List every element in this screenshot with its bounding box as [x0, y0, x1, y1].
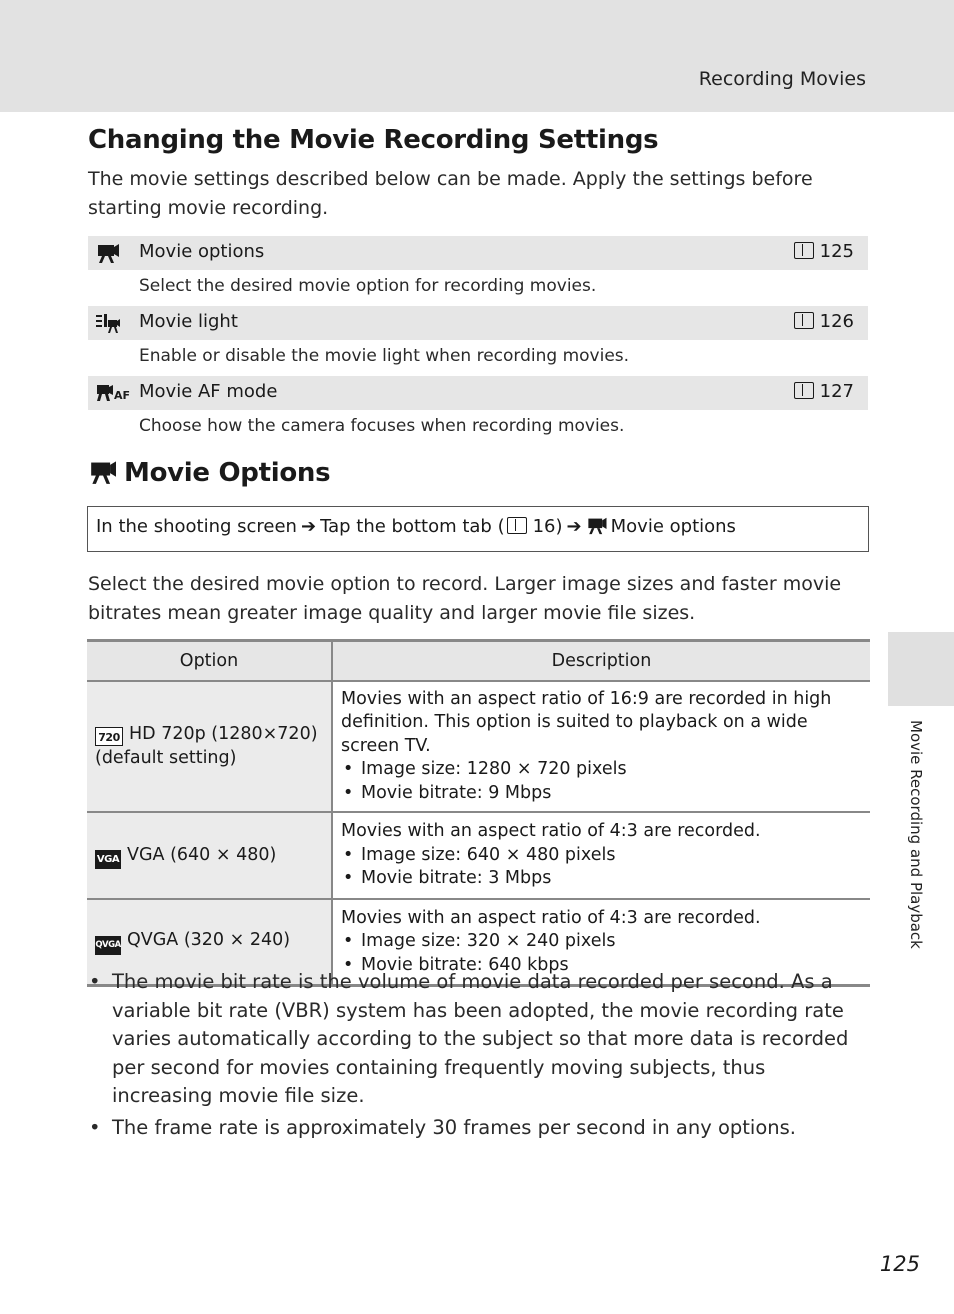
- option-cell: 720 HD 720p (1280×720) (default setting): [87, 681, 332, 813]
- description-cell: Movies with an aspect ratio of 4:3 are recorded. • Image size: 640 × 480 pixels • Movie bitrate: 3 Mbps: [332, 812, 870, 899]
- section-title-settings: Changing the Movie Recording Settings: [88, 125, 659, 155]
- setting-row-movie-light: [88, 306, 868, 340]
- option-cell: QVGA QVGA (320 × 240): [87, 899, 332, 985]
- arrow-right-icon: ➔: [300, 516, 317, 537]
- vga-icon: VGA: [95, 850, 121, 869]
- description-cell: Movies with an aspect ratio of 4:3 are recorded. • Image size: 320 × 240 pixels • Movie bitrate: 640 kbps: [332, 899, 870, 985]
- book-icon: [794, 242, 814, 259]
- movie-options-intro: Select the desired movie option to record. Larger image sizes and faster movie bitrates mean greater image quality and larger movie file sizes.: [88, 573, 842, 624]
- notes-list: [88, 968, 868, 1145]
- movie-light-icon: [96, 312, 120, 334]
- qvga-icon: QVGA: [95, 936, 121, 955]
- page-reference: 125: [794, 241, 854, 262]
- table-row: [87, 812, 870, 899]
- book-icon: [794, 382, 814, 399]
- option-cell: VGA VGA (640 × 480): [87, 812, 332, 899]
- movie-af-mode-icon: [96, 382, 131, 404]
- header-band: [0, 0, 954, 112]
- hd-720p-icon: 720: [95, 727, 123, 746]
- svg-text:AF: AF: [114, 389, 131, 402]
- page-number: 125: [879, 1252, 920, 1276]
- chapter-side-label: Movie Recording and Playback: [907, 720, 925, 949]
- section-title-movie-options: Movie Options: [88, 458, 330, 488]
- arrow-right-icon: ➔: [566, 516, 582, 537]
- setting-description: Select the desired movie option for recording movies.: [139, 276, 597, 296]
- note-item: • The movie bit rate is the volume of movie data recorded per second. As a variable bit rate (VBR) system has been adopted, the movie recording rate varies automatically according to the subject so that more data is recorded per second for movies containing frequently moving subjects, thus increasing movie file size.: [88, 968, 868, 1111]
- navigation-path: In the shooting screen ➔ Tap the bottom tab ( 16) ➔ Movie options: [96, 516, 736, 537]
- section-intro: The movie settings described below can be made. Apply the settings before starting movie recording.: [88, 168, 813, 219]
- setting-row-movie-af-mode: [88, 376, 868, 410]
- movie-options-table: [87, 639, 870, 987]
- description-cell: Movies with an aspect ratio of 16:9 are recorded in high definition. This option is suited to playback on a wide screen TV. • Image size: 1280 × 720 pixels • Movie bitrate: 9 Mbps: [332, 681, 870, 813]
- page-reference: 126: [794, 311, 854, 332]
- setting-label: Movie light: [139, 311, 238, 332]
- movie-icon: [88, 459, 118, 485]
- table-header-description: Description: [332, 641, 870, 681]
- setting-description: Enable or disable the movie light when recording movies.: [139, 346, 630, 366]
- table-header-row: [87, 641, 870, 681]
- setting-label: Movie options: [139, 241, 265, 262]
- movie-options-icon: [96, 242, 120, 264]
- header-title: Recording Movies: [698, 68, 866, 90]
- chapter-side-tab: [888, 632, 954, 706]
- book-icon: [794, 312, 814, 329]
- setting-label: Movie AF mode: [139, 381, 278, 402]
- book-icon: [507, 517, 527, 534]
- navigation-path-box: [87, 506, 869, 552]
- page-reference: 127: [794, 381, 854, 402]
- note-item: • The frame rate is approximately 30 frames per second in any options.: [88, 1114, 868, 1143]
- table-row: [87, 681, 870, 813]
- movie-icon: [586, 516, 608, 535]
- table-header-option: Option: [87, 641, 332, 681]
- setting-description: Choose how the camera focuses when recording movies.: [139, 416, 625, 436]
- setting-row-movie-options: [88, 236, 868, 270]
